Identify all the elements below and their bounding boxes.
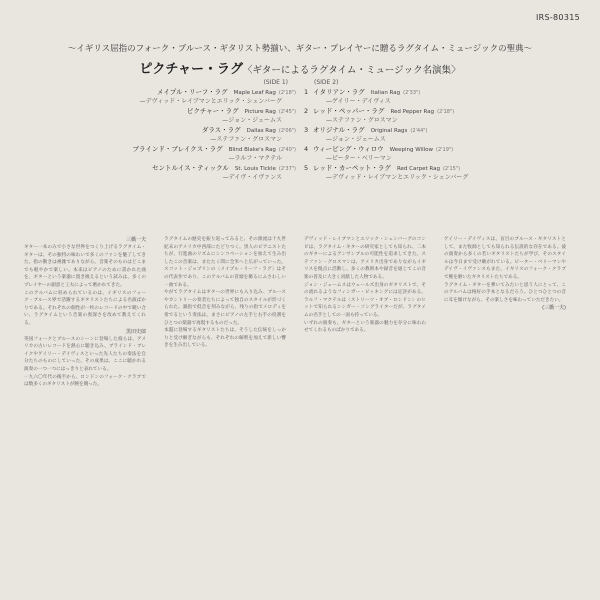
notes-author: 三橋一夫 bbox=[125, 237, 146, 243]
track-credit: —ラルフ・マクテル bbox=[228, 155, 282, 162]
liner-notes-column-3 bbox=[304, 236, 426, 586]
track-row bbox=[90, 125, 296, 135]
track-number: 4 bbox=[304, 145, 309, 153]
track-credit: —デヴィッド・レイブマンとエリック・シェンバーグ bbox=[326, 174, 469, 181]
track-credit: —ゲイリー・デイヴィス bbox=[326, 98, 391, 105]
track-duration: (2'18") bbox=[278, 90, 296, 96]
track-title-en: Red Pepper Rag bbox=[390, 109, 435, 115]
track-title-en: St. Louis Tickle bbox=[234, 166, 276, 172]
notes-signature: (三橋一夫) bbox=[542, 305, 566, 312]
notes-paragraph: このアルバムに収められているのは、イギリスのフォーク・ブルース界で活躍するギタリストたちによる名演ばかりである。それぞれの個性が一枚のレコードの中で競い合い、ラグタイムという音楽の奥深さを改めて教えてくれる。 bbox=[24, 290, 146, 326]
track-number: 1 bbox=[304, 88, 309, 96]
track-duration: (2'37") bbox=[278, 166, 296, 172]
track-duration: (2'33") bbox=[403, 90, 421, 96]
track-credit: —デイヴ・イヴァンス bbox=[222, 174, 282, 181]
track-title-en: Maple Leaf Rag bbox=[233, 90, 276, 96]
track-credit: —ジョン・ジェームス bbox=[222, 117, 282, 124]
track-row bbox=[304, 125, 504, 135]
track-title-jp: レッド・カーペット・ラグ bbox=[313, 164, 391, 172]
track-title-jp: ダラス・ラグ bbox=[201, 126, 241, 134]
notes-paragraph: 一九六〇年代の後半から、ロンドンのフォーク・クラブでは数多くのギタリストが腕を競った。 bbox=[24, 374, 146, 388]
track-title-jp: セントルイス・ティックル bbox=[152, 164, 229, 172]
side2-label: (SIDE 2) bbox=[314, 79, 339, 86]
track-row bbox=[90, 144, 296, 154]
track-title-en: Original Rags bbox=[370, 128, 408, 134]
track-title-en: Picture Rag bbox=[244, 109, 276, 115]
side2-tracklist bbox=[304, 79, 504, 182]
track-title-en: Blind Blake's Rag bbox=[228, 147, 276, 153]
notes-paragraph: 本盤に登場するギタリストたちは、そうした伝統をしっかりと受け継ぎながらも、それぞれの解釈を加えて新しい響きを生み出している。 bbox=[164, 328, 286, 349]
track-duration: (2'15") bbox=[442, 166, 461, 172]
notes-paragraph: ラグタイムの歴史を振り返ってみると、その源流は十九世紀末のアメリカ中西部にたどりつく。黒人のピアニストたちが、行進曲のリズムにシンコペーションを加えて生み出したこの音楽は、またたく間に全米へと広がっていった。スコット・ジョプリンの〈メイプル・リーフ・ラグ〉はその代表作であり、このアルバムの冒頭を飾るにふさわしい一曲である。 bbox=[164, 237, 286, 288]
track-row bbox=[304, 87, 504, 97]
track-duration: (2'18") bbox=[437, 109, 455, 115]
album-title-main: ピクチャー・ラグ bbox=[139, 62, 243, 77]
album-subtitle: 〜イギリス屈指のフォーク・ブルース・ギタリスト勢揃い、ギター・プレイヤーに贈るラグタイム・ミュージックの聖典〜 bbox=[67, 44, 533, 54]
notes-paragraph: ジョン・ジェームスはウェールズ出身のギタリストで、その流れるようなフィンガー・ピッキングには定評がある。ラルフ・マクテルは〈ストリーツ・オブ・ロンドン〉のヒットで知られるシンガー・ソングライターだが、ラグタイムの名手としての一面も持っている。 bbox=[304, 282, 426, 318]
track-title-en: Weeping Willow bbox=[389, 147, 433, 153]
album-title-sub: 〈ギターによるラグタイム・ミュージック名演集〉 bbox=[242, 65, 461, 76]
notes-paragraph: ゲイリー・デイヴィスは、盲目のブルース・ギタリストとして、また牧師としても知られる伝説的な存在である。彼の演奏から多くの若いギタリストたちが学び、そのスタイルは今日まで受け継がれている。ピーター・ベリーマンやデイヴ・イヴァンスもまた、イギリスのフォーク・クラブで腕を磨いたギタリストたちである。 bbox=[444, 237, 566, 280]
track-title-jp: レッド・ペッパー・ラグ bbox=[313, 107, 385, 115]
side1-label: (SIDE 1) bbox=[263, 79, 288, 86]
track-number: 2 bbox=[304, 107, 309, 115]
track-credit: —ステファン・グロスマン bbox=[210, 136, 282, 143]
track-title-jp: メイプル・リーフ・ラグ bbox=[157, 88, 228, 96]
liner-notes bbox=[24, 236, 584, 586]
track-row bbox=[304, 163, 504, 173]
track-number: 5 bbox=[304, 164, 309, 172]
track-title-en: Italian Rag bbox=[370, 90, 401, 96]
side1-tracklist bbox=[90, 79, 296, 182]
track-credit: —ステファン・グロスマン bbox=[326, 117, 398, 124]
liner-notes-column-1 bbox=[24, 236, 146, 586]
track-duration: (2'44") bbox=[410, 128, 428, 134]
notes-paragraph: いずれの演奏も、ギターという楽器の魅力を存分に味わわせてくれるものばかりである。 bbox=[304, 320, 426, 334]
track-duration: (2'06") bbox=[278, 128, 296, 134]
album-title bbox=[0, 58, 600, 77]
track-title-jp: オリジナル・ラグ bbox=[313, 126, 365, 134]
track-title-jp: ピクチャー・ラグ bbox=[186, 107, 239, 115]
track-duration: (2'40") bbox=[278, 147, 296, 153]
track-title-en: Red Carpet Rag bbox=[396, 166, 440, 172]
track-credit: —ピーター・ベリーマン bbox=[326, 155, 392, 162]
track-credit: —ジョン・ジェームス bbox=[326, 136, 386, 143]
track-credit: —デヴィッド・レイブマンとエリック・シェンバーグ bbox=[139, 98, 282, 105]
track-row bbox=[90, 106, 296, 116]
track-title-en: Dallas Rag bbox=[246, 128, 276, 134]
track-row bbox=[90, 87, 296, 97]
catalog-number: IRS-80315 bbox=[535, 13, 580, 22]
notes-paragraph: ギター一本のみで小さな世界をつくり上げるラグタイム・ギターは、その独特の味わいで多くのファンを魅了してきた。指の動きは複雑でありながら、音楽そのものはどこまでも軽やかで楽しい。本来はピアノのために書かれた曲を、ギターという楽器に置き換えるという試みは、多くのプレイヤーの創意と工夫によって磨かれてきた。 bbox=[24, 245, 146, 288]
notes-paragraph: やがてラグタイムはギターの世界にも入り込み、ブルースやカントリーの奏者たちによって独自のスタイルが形づくられた。親指で低音を刻みながら、残りの指でメロディを奏でるという奏法は、まさにピアノの左手と右手の役割をひとつの楽器で再現するものだった。 bbox=[164, 290, 286, 326]
liner-notes-column-4 bbox=[444, 236, 566, 586]
track-duration: (2'19") bbox=[436, 147, 454, 153]
track-title-jp: ウィーピング・ウィロウ bbox=[313, 145, 384, 153]
notes-paragraph: デヴィッド・レイブマンとエリック・シェンバーグのコンビは、ラグタイム・ギターの研究家としても知られ、二本のギターによるアンサンブルの可能性を追求してきた。ステファン・グロスマンは、アメリカ出身でありながらイギリスを拠点に活動し、多くの教則本や録音を通じてこの音楽の普及に大きく貢献した人物である。 bbox=[304, 237, 426, 280]
notes-section-author: 黒田史郎 bbox=[125, 328, 146, 335]
notes-paragraph: ラグタイム・ギターを弾いてみたいと思う人にとって、このアルバムは格好の手本となるだろう。ひとつひとつの音に耳を傾けながら、その楽しさを味わっていただきたい。 bbox=[444, 282, 566, 303]
notes-paragraph: 英国フォークとブルースのシーンに登場した彼らは、アメリカの古いレコードを熱心に聴き込み、ブラインド・ブレイクやゲイリー・デイヴィスといった先人たちの奏法を自分たちのものにしていった。その成果は、ここに聴かれる演奏の一つ一つにはっきりと表れている。 bbox=[24, 336, 146, 372]
track-row bbox=[90, 163, 296, 173]
liner-notes-column-2 bbox=[164, 236, 286, 586]
track-row bbox=[304, 144, 504, 154]
track-number: 3 bbox=[304, 126, 309, 134]
track-row bbox=[304, 106, 504, 116]
track-title-jp: ブラインド・ブレイクス・ラグ bbox=[132, 145, 223, 153]
track-title-jp: イタリアン・ラグ bbox=[313, 88, 365, 96]
track-duration: (2'45") bbox=[278, 109, 296, 115]
